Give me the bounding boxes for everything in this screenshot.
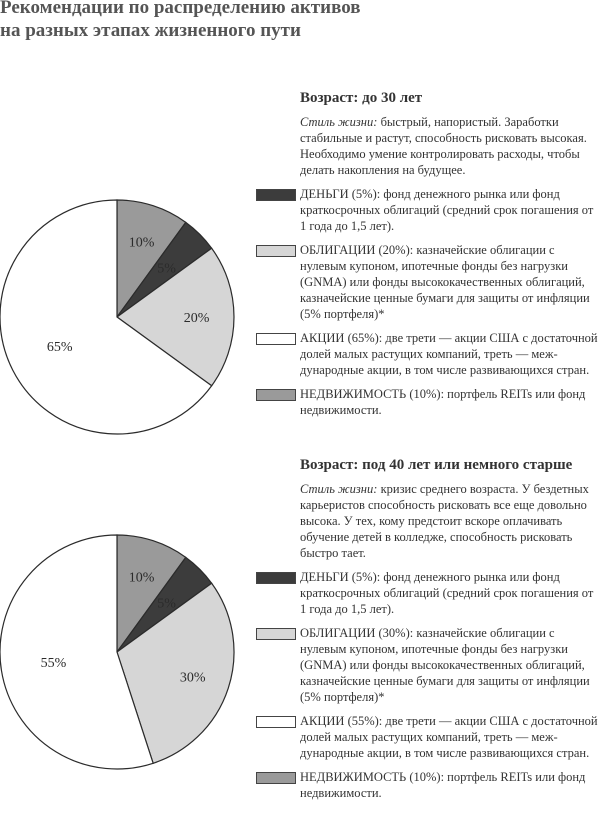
pie-label-real-estate: 10%	[128, 570, 155, 586]
pie-label-stocks: 55%	[40, 656, 67, 672]
lifestyle-description	[300, 481, 600, 561]
legend-text-money: ДЕНЬГИ (5%): фонд денежного рынка или фонд краткосрочных облигаций (средний срок погашения от 1 года до 1,5 лет).	[300, 187, 594, 233]
legend-swatch-stocks	[256, 716, 296, 728]
legend-item-bonds	[256, 625, 600, 705]
legend-item-money	[256, 569, 600, 617]
legend-text-money: ДЕНЬГИ (5%): фонд денежного рынка или фонд краткосрочных облигаций (средний срок погашения от 1 года до 1,5 лет).	[300, 570, 594, 616]
legend-swatch-bonds	[256, 628, 296, 640]
pie-label-stocks: 65%	[46, 340, 73, 356]
legend-item-real-estate	[256, 386, 600, 418]
legend-text-bonds: ОБЛИГАЦИИ (20%): казначейские облигации с нулевым купоном, ипотечные фонды без нагрузки (GNMA) или фонды высококачественных облигаций, казначейские ценные бумаги для защиты от инфляции (5% портфеля)*	[300, 243, 590, 321]
section-under-30	[0, 88, 600, 460]
lifestyle-label: Стиль жизни:	[300, 482, 378, 496]
section-under-40	[0, 455, 600, 836]
legend-swatch-money	[256, 572, 296, 584]
legend-item-bonds	[256, 242, 600, 322]
legend-text-real-estate: НЕДВИЖИМОСТЬ (10%): портфель REITs или фонд недвижимости.	[300, 770, 586, 800]
legend-item-stocks	[256, 713, 600, 761]
legend-text-stocks: АКЦИИ (55%): две трети — акции США с достаточной долей малых растущих компаний, треть — международные акции, в том числе развивающихся стран.	[300, 714, 598, 760]
legend-text-stocks: АКЦИИ (65%): две трети — акции США с достаточной долей малых растущих компаний, треть — международные акции, в том числе развивающихся стран.	[300, 331, 598, 377]
lifestyle-text: кризис среднего возраста. У бездетных карьеристов способность рисковать все еще довольно высока. У тех, кому предстоит вскоре оплачивать обучение детей в колледже, способность рисковать быстро тает.	[300, 482, 589, 560]
legend-swatch-bonds	[256, 245, 296, 257]
legend-swatch-money	[256, 189, 296, 201]
legend-text-real-estate: НЕДВИЖИМОСТЬ (10%): портфель REITs или фонд недвижимости.	[300, 387, 586, 417]
legend-text-bonds: ОБЛИГАЦИИ (30%): казначейские облигации с нулевым купоном, ипотечные фонды без нагрузки (GNMA) или фонды высококачественных облигаций, казначейские ценные бумаги для защиты от инфляции (5% портфеля)*	[300, 626, 590, 704]
pie-label-money: 5%	[157, 261, 176, 277]
legend-swatch-real-estate	[256, 389, 296, 401]
lifestyle-label: Стиль жизни:	[300, 115, 378, 129]
legend-item-money	[256, 186, 600, 234]
section-heading: Возраст: до 30 лет	[300, 90, 423, 106]
legend-item-real-estate	[256, 769, 600, 801]
page-title: Рекомендации по распределению активов на разных этапах жизненного пути	[0, 0, 361, 41]
pie-label-bonds: 30%	[179, 670, 206, 686]
section-heading: Возраст: под 40 лет или немного старше	[300, 457, 573, 473]
pie-label-bonds: 20%	[183, 311, 210, 326]
lifestyle-description	[300, 114, 600, 178]
lifestyle-text: быстрый, напористый. Заработки стабильные и растут, способность рисковать высокая. Необходимо умение контролировать расходы, чтобы делать накопления на будущее.	[300, 115, 587, 177]
legend-swatch-real-estate	[256, 772, 296, 784]
pie-label-money: 5%	[157, 596, 176, 612]
pie-chart-under-30	[0, 88, 256, 460]
pie-chart-under-40	[0, 455, 256, 836]
section-info	[256, 455, 600, 801]
section-info	[256, 88, 600, 418]
legend-item-stocks	[256, 330, 600, 378]
legend-swatch-stocks	[256, 333, 296, 345]
pie-label-real-estate: 10%	[128, 235, 155, 251]
